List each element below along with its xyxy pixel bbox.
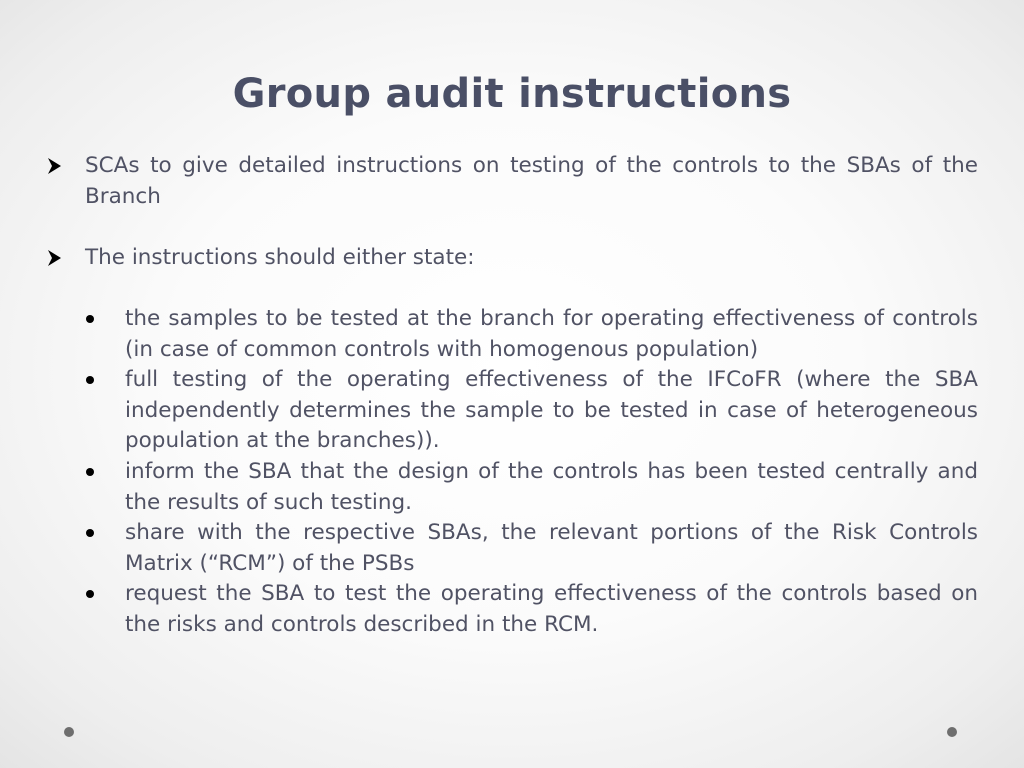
paragraph-text: The instructions should either state:	[85, 244, 475, 270]
bullet-text: share with the respective SBAs, the relevant portions of the Risk Controls Matrix (“RCM”) of the PSBs	[125, 520, 978, 576]
bullet-item	[44, 579, 978, 640]
arrow-bullet-icon	[44, 151, 66, 181]
bullet-text: request the SBA to test the operating effectiveness of the controls based on the risks and controls described in the RCM.	[125, 581, 978, 637]
bullet-text: the samples to be tested at the branch for operating effectiveness of controls (in case of common controls with homogenous population)	[125, 305, 978, 362]
bullet-list	[44, 304, 978, 641]
bullet-item	[44, 457, 978, 518]
arrow-bullet-icon	[44, 243, 66, 273]
arrow-paragraph	[44, 151, 978, 212]
bullet-dot-icon	[86, 590, 94, 598]
bullet-dot-icon	[86, 529, 94, 537]
paragraph-text: SCAs to give detailed instructions on testing of the controls to the SBAs of the Branch	[85, 153, 978, 209]
slide-title: Group audit instructions	[232, 71, 792, 117]
slide-body	[44, 151, 978, 641]
bullet-item	[44, 304, 978, 365]
bullet-dot-icon	[86, 315, 94, 323]
bullet-text: full testing of the operating effectiveness of the IFCoFR (where the SBA independently determines the sample to be tested in case of heterogeneous population at the branches)).	[125, 367, 978, 454]
bullet-text: inform the SBA that the design of the controls has been tested centrally and the results of such testing.	[125, 458, 978, 515]
bullet-item	[44, 365, 978, 457]
bullet-dot-icon	[86, 376, 94, 384]
decorative-dot-left-icon	[64, 727, 74, 737]
bullet-item	[44, 518, 978, 579]
bullet-dot-icon	[86, 468, 94, 476]
arrow-paragraph	[44, 243, 978, 274]
decorative-dot-right-icon	[947, 727, 957, 737]
